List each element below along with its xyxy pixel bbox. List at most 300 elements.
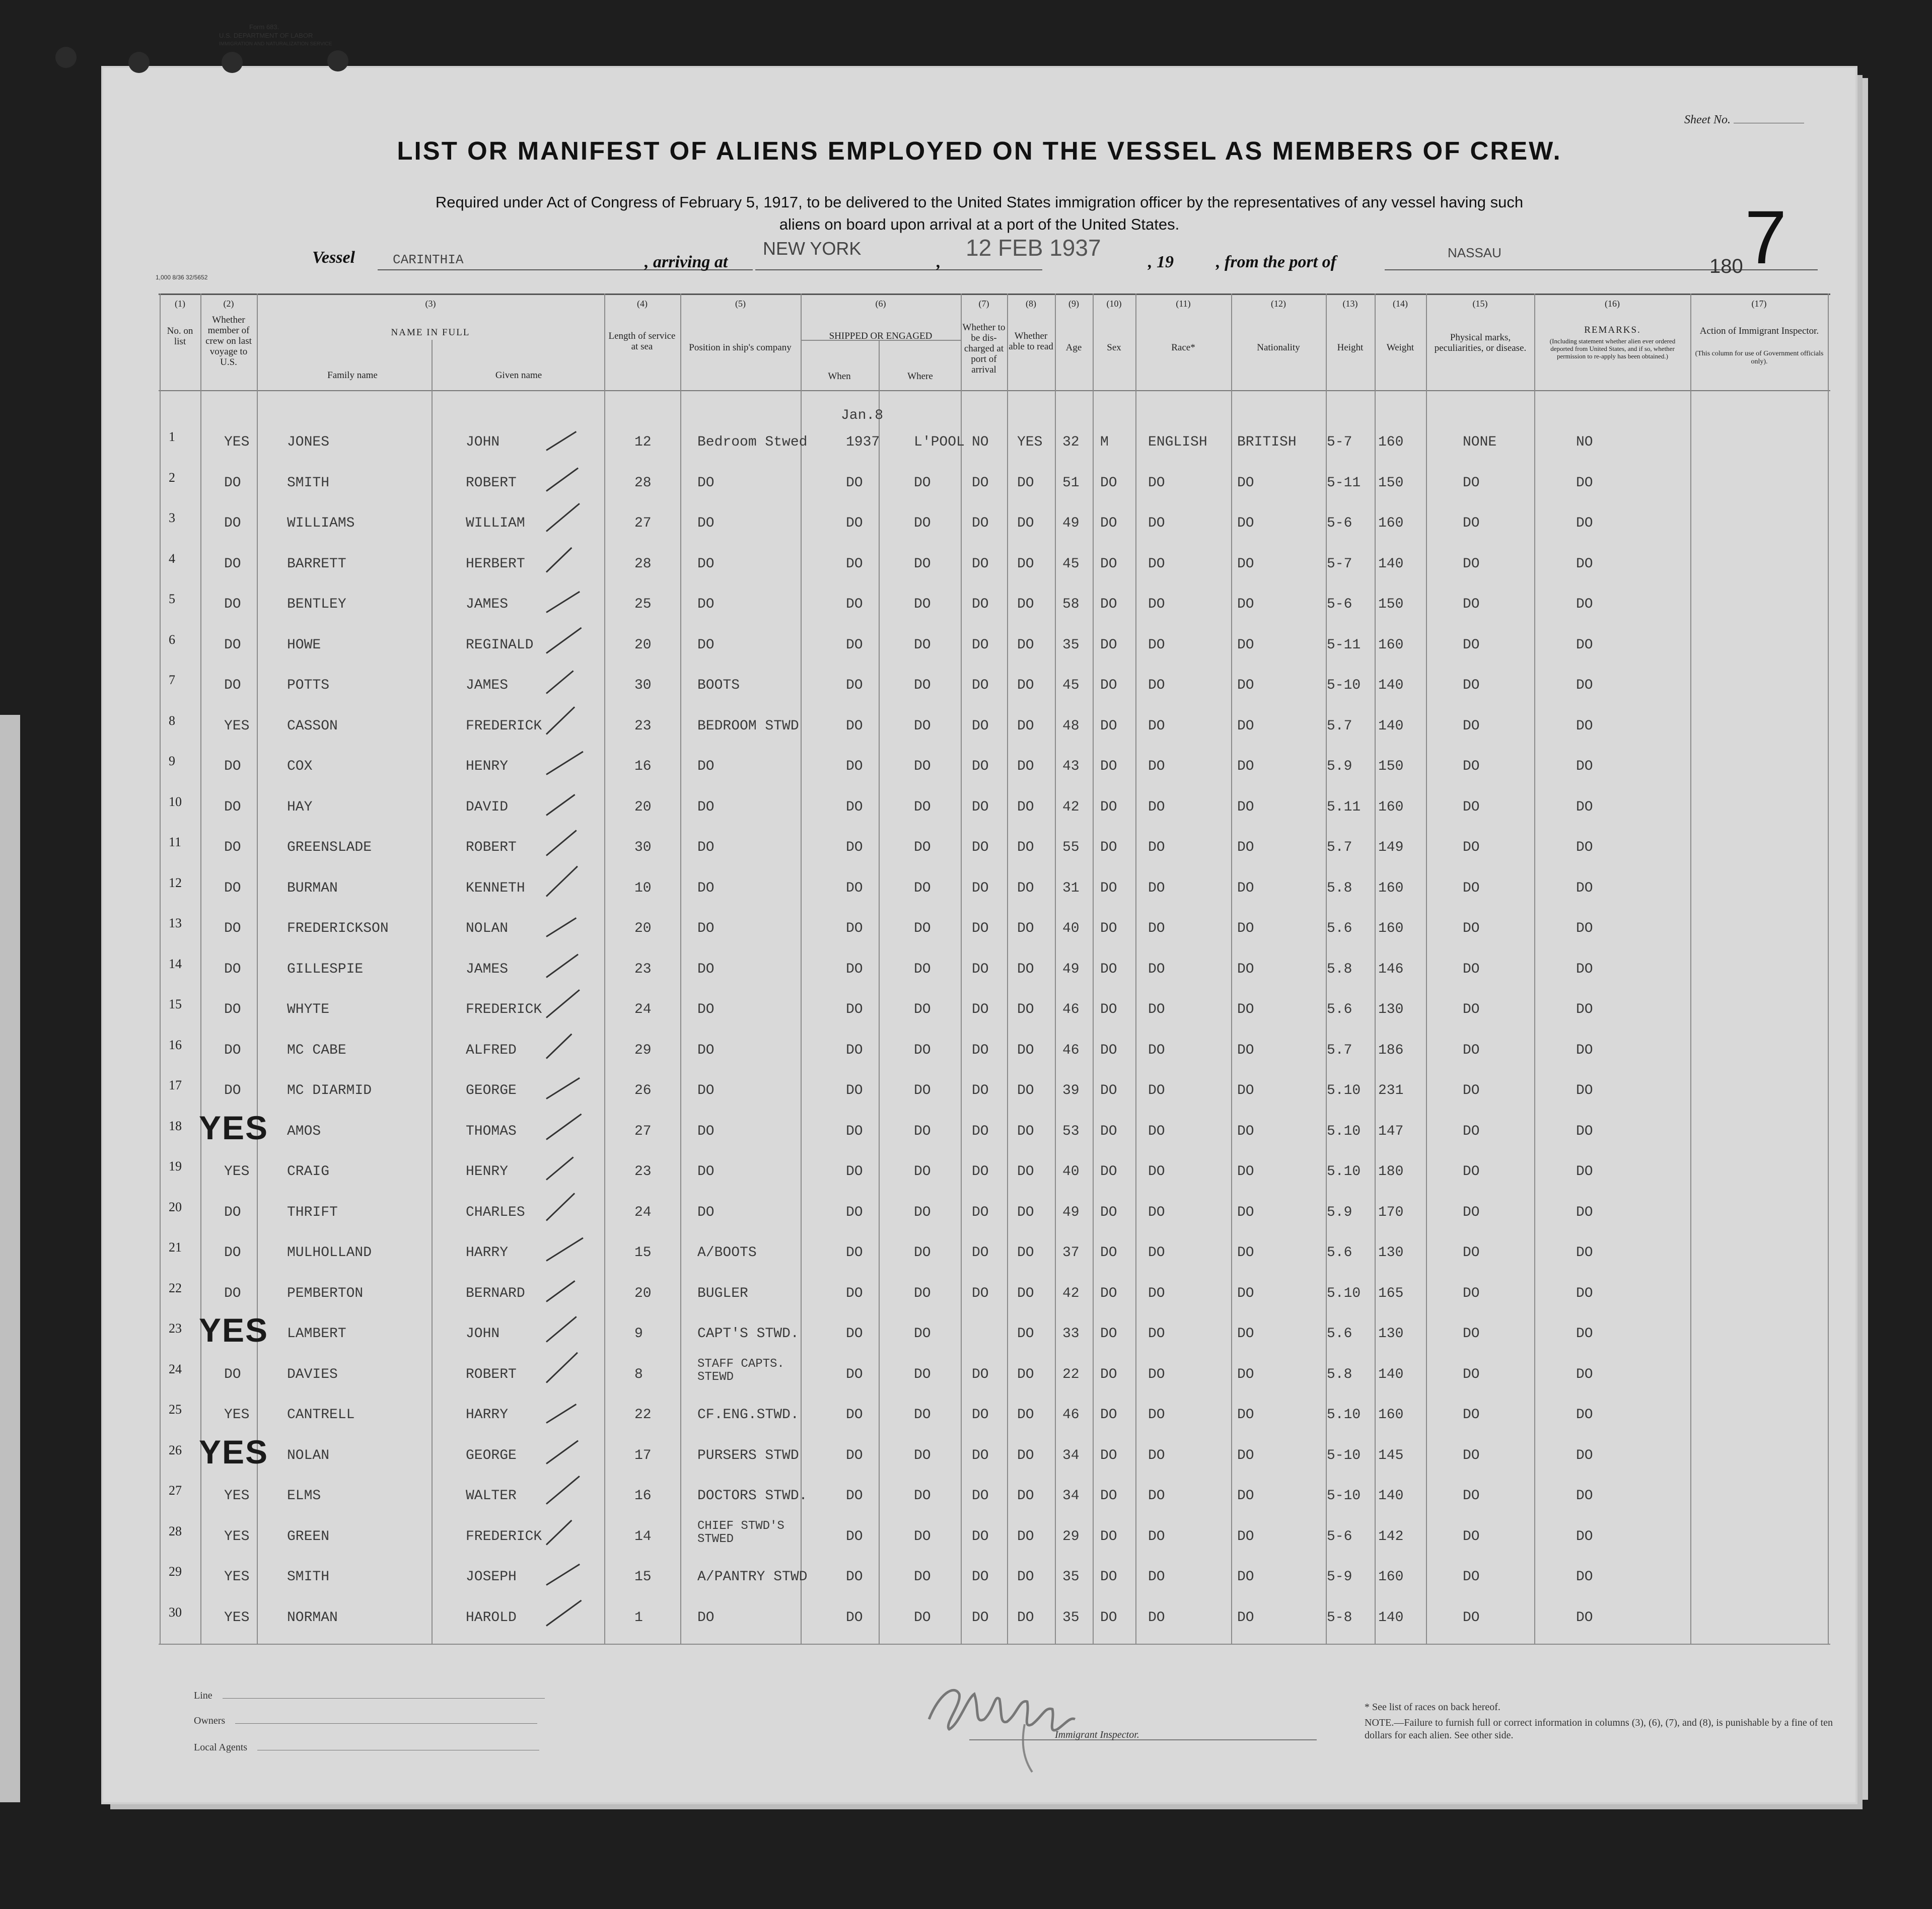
shipped-when-cell: DO (846, 1488, 863, 1504)
family-name-cell: CRAIG (287, 1164, 330, 1180)
physical-marks-cell: DO (1463, 1407, 1480, 1423)
given-name-cell: GEORGE (466, 1083, 517, 1098)
remarks-cell: DO (1576, 962, 1593, 977)
race-cell: DO (1148, 1002, 1165, 1017)
nationality-cell: DO (1237, 597, 1254, 612)
col-head-last-voyage: Whether member of crew on last voyage to U.S. (205, 315, 252, 368)
col-number-12: (12) (1271, 299, 1286, 309)
shipped-when-cell: DO (846, 1164, 863, 1180)
nationality-cell: DO (1237, 1448, 1254, 1463)
age-cell: 29 (1062, 1529, 1080, 1545)
physical-marks-cell: DO (1463, 840, 1480, 855)
height-cell: 5.6 (1327, 921, 1352, 936)
shipped-where-cell: DO (914, 475, 931, 491)
family-name-cell: CANTRELL (287, 1407, 355, 1423)
row-number: 23 (169, 1321, 182, 1336)
service-cell: 23 (634, 1164, 652, 1180)
check-mark (546, 591, 580, 613)
nationality-cell: DO (1237, 1610, 1254, 1626)
check-mark (546, 1440, 579, 1464)
discharged-cell: DO (972, 1569, 989, 1585)
check-mark (546, 1564, 580, 1586)
remarks-cell: DO (1576, 880, 1593, 896)
physical-marks-cell: DO (1463, 1286, 1480, 1301)
read-cell: DO (1017, 1529, 1034, 1545)
service-cell: 20 (634, 1286, 652, 1301)
family-name-cell: COX (287, 759, 313, 774)
punch-hole (222, 52, 243, 73)
race-cell: DO (1148, 840, 1165, 855)
nationality-cell: DO (1237, 759, 1254, 774)
read-cell: DO (1017, 1124, 1034, 1139)
shipped-where-cell: DO (914, 516, 931, 531)
age-cell: 51 (1062, 475, 1080, 491)
nationality-cell: DO (1237, 962, 1254, 977)
service-cell: 20 (634, 921, 652, 936)
shipped-where-cell: DO (914, 1245, 931, 1261)
last-voyage-cell: DO (224, 1367, 241, 1382)
discharged-cell: DO (972, 840, 989, 855)
col-head-physical: Physical marks, peculiarities, or disease. (1434, 332, 1527, 353)
column-divider (1135, 293, 1136, 1644)
service-cell: 24 (634, 1002, 652, 1017)
age-cell: 46 (1062, 1407, 1080, 1423)
age-cell: 35 (1062, 1610, 1080, 1626)
service-cell: 23 (634, 718, 652, 734)
last-voyage-cell: DO (224, 1002, 241, 1017)
col-number-14: (14) (1393, 299, 1408, 309)
position-cell: DO (697, 1610, 714, 1626)
discharged-cell: DO (972, 637, 989, 653)
shipped-where-cell: DO (914, 1529, 931, 1545)
discharged-cell: DO (972, 1610, 989, 1626)
position-cell: PURSERS STWD (697, 1448, 799, 1463)
col-head-remarks: REMARKS. (1584, 325, 1641, 335)
weight-cell: 140 (1378, 718, 1404, 734)
weight-cell: 150 (1378, 759, 1404, 774)
discharged-cell: DO (972, 799, 989, 815)
sheet-number-label: Sheet No. (1684, 113, 1804, 127)
sex-cell: DO (1100, 1124, 1117, 1139)
last-voyage-cell: YES (224, 1569, 250, 1585)
row-number: 20 (169, 1200, 182, 1214)
age-cell: 49 (1062, 1205, 1080, 1220)
sex-cell: DO (1100, 962, 1117, 977)
given-name-cell: JAMES (466, 597, 509, 612)
service-cell: 30 (634, 840, 652, 855)
height-cell: 5-9 (1327, 1569, 1352, 1585)
age-cell: 40 (1062, 921, 1080, 936)
col-head-race: Race* (1171, 342, 1195, 353)
discharged-cell: DO (972, 1488, 989, 1504)
row-number: 24 (169, 1362, 182, 1376)
sex-cell: DO (1100, 1610, 1117, 1626)
family-name-cell: AMOS (287, 1124, 321, 1139)
nationality-cell: DO (1237, 1245, 1254, 1261)
weight-cell: 140 (1378, 1610, 1404, 1626)
check-mark (546, 866, 578, 897)
race-cell: DO (1148, 1124, 1165, 1139)
arrival-date-stamp: 12 FEB 1937 (966, 235, 1101, 261)
service-cell: 20 (634, 799, 652, 815)
position-cell: BEDROOM STWD (697, 718, 799, 734)
age-cell: 55 (1062, 840, 1080, 855)
col-head-weight: Weight (1386, 342, 1414, 353)
last-voyage-cell: YES (224, 1407, 250, 1423)
physical-marks-cell: DO (1463, 1488, 1480, 1504)
age-cell: 46 (1062, 1043, 1080, 1058)
remarks-cell: DO (1576, 597, 1593, 612)
inspector-signature-line (969, 1739, 1317, 1740)
race-cell: DO (1148, 1569, 1165, 1585)
sex-cell: DO (1100, 475, 1117, 491)
physical-marks-cell: DO (1463, 1124, 1480, 1139)
position-cell: DOCTORS STWD. (697, 1488, 808, 1504)
read-cell: DO (1017, 1448, 1034, 1463)
sex-cell: DO (1100, 1367, 1117, 1382)
sex-cell: DO (1100, 597, 1117, 612)
remarks-cell: DO (1576, 718, 1593, 734)
shipped-when-cell: DO (846, 1610, 863, 1626)
row-number: 27 (169, 1483, 182, 1498)
shipped-when-cell: DO (846, 637, 863, 653)
check-mark (546, 1404, 577, 1424)
shipped-where-cell: DO (914, 1205, 931, 1220)
service-cell: 12 (634, 434, 652, 450)
shipped-date-header: Jan.8 (841, 408, 884, 423)
footer-agents-label: Local Agents (194, 1742, 539, 1753)
last-voyage-cell: DO (224, 1286, 241, 1301)
given-name-cell: ROBERT (466, 475, 517, 491)
given-name-cell: WILLIAM (466, 516, 525, 531)
physical-marks-cell: DO (1463, 1164, 1480, 1180)
race-cell: DO (1148, 1286, 1165, 1301)
read-cell: DO (1017, 637, 1034, 653)
last-voyage-cell: DO (224, 1245, 241, 1261)
shipped-when-cell: DO (846, 1569, 863, 1585)
adjacent-page-edge (0, 715, 20, 1802)
service-cell: 10 (634, 880, 652, 896)
physical-marks-cell: DO (1463, 759, 1480, 774)
check-mark (546, 431, 577, 451)
shipped-when-cell: 1937 (846, 434, 880, 450)
check-mark (546, 953, 579, 978)
last-voyage-cell: YES (224, 434, 250, 450)
read-cell: DO (1017, 840, 1034, 855)
column-divider (604, 293, 605, 1644)
discharged-cell: DO (972, 759, 989, 774)
last-voyage-cell: DO (224, 637, 241, 653)
discharged-cell: DO (972, 1286, 989, 1301)
column-divider (1426, 293, 1427, 1644)
read-cell: DO (1017, 1367, 1034, 1382)
discharged-cell: DO (972, 962, 989, 977)
race-cell: DO (1148, 637, 1165, 653)
row-number: 28 (169, 1524, 182, 1538)
last-voyage-cell: DO (224, 840, 241, 855)
age-cell: 31 (1062, 880, 1080, 896)
sex-cell: DO (1100, 840, 1117, 855)
race-cell: DO (1148, 1367, 1165, 1382)
service-cell: 29 (634, 1043, 652, 1058)
age-cell: 40 (1062, 1164, 1080, 1180)
service-cell: 27 (634, 1124, 652, 1139)
position-cell: A/BOOTS (697, 1245, 757, 1261)
service-cell: 20 (634, 637, 652, 653)
physical-marks-cell: DO (1463, 1043, 1480, 1058)
departure-port: NASSAU (1448, 245, 1501, 260)
physical-marks-cell: DO (1463, 1529, 1480, 1545)
col-number-7: (7) (978, 299, 989, 309)
column-divider (432, 340, 433, 1644)
shipped-when-cell: DO (846, 1002, 863, 1017)
remarks-cell: NO (1576, 434, 1593, 450)
weight-cell: 130 (1378, 1245, 1404, 1261)
height-cell: 5.9 (1327, 1205, 1352, 1220)
nationality-cell: DO (1237, 1124, 1254, 1139)
given-name-cell: GEORGE (466, 1448, 517, 1463)
given-name-cell: FREDERICK (466, 718, 542, 734)
physical-marks-cell: DO (1463, 799, 1480, 815)
height-cell: 5.6 (1327, 1245, 1352, 1261)
age-cell: 35 (1062, 1569, 1080, 1585)
nationality-cell: DO (1237, 880, 1254, 896)
punch-hole (327, 50, 348, 71)
remarks-cell: DO (1576, 1610, 1593, 1626)
race-cell: DO (1148, 962, 1165, 977)
read-cell: DO (1017, 921, 1034, 936)
service-cell: 9 (634, 1326, 643, 1342)
family-name-cell: PEMBERTON (287, 1286, 364, 1301)
shipped-when-cell: DO (846, 759, 863, 774)
nationality-cell: DO (1237, 637, 1254, 653)
row-number: 30 (169, 1605, 182, 1620)
col-number-10: (10) (1106, 299, 1122, 309)
weight-cell: 160 (1378, 1407, 1404, 1423)
nationality-cell: DO (1237, 799, 1254, 815)
position-cell: DO (697, 1205, 714, 1220)
family-name-cell: ELMS (287, 1488, 321, 1504)
col-number-1: (1) (175, 299, 185, 309)
read-cell: DO (1017, 1043, 1034, 1058)
row-number: 15 (169, 997, 182, 1011)
race-cell: ENGLISH (1148, 434, 1207, 450)
read-cell: DO (1017, 880, 1034, 896)
remarks-cell: DO (1576, 1407, 1593, 1423)
service-cell: 28 (634, 475, 652, 491)
row-number: 1 (169, 429, 175, 444)
remarks-cell: DO (1576, 475, 1593, 491)
check-mark (546, 1280, 575, 1302)
weight-cell: 147 (1378, 1124, 1404, 1139)
weight-cell: 140 (1378, 678, 1404, 693)
col-head-name: NAME IN FULL (391, 327, 470, 338)
column-divider (1231, 293, 1232, 1644)
nationality-cell: DO (1237, 678, 1254, 693)
position-cell: DO (697, 597, 714, 612)
column-divider (1828, 293, 1829, 1644)
shipped-where-cell: DO (914, 1488, 931, 1504)
weight-cell: 160 (1378, 637, 1404, 653)
shipped-when-cell: DO (846, 921, 863, 936)
given-name-cell: HARRY (466, 1407, 509, 1423)
nationality-cell: DO (1237, 1569, 1254, 1585)
check-mark (546, 1156, 574, 1180)
race-cell: DO (1148, 1610, 1165, 1626)
shipped-when-cell: DO (846, 1205, 863, 1220)
col-head-height: Height (1337, 342, 1364, 353)
shipped-where-cell: DO (914, 1407, 931, 1423)
position-cell: DO (697, 556, 714, 572)
races-note: * See list of races on back hereof. (1365, 1702, 1500, 1713)
weight-cell: 140 (1378, 556, 1404, 572)
weight-cell: 140 (1378, 1367, 1404, 1382)
inspector-label: Immigrant Inspector. (1055, 1729, 1139, 1740)
service-cell: 28 (634, 556, 652, 572)
family-name-cell: NOLAN (287, 1448, 330, 1463)
row-number: 2 (169, 470, 175, 485)
discharged-cell: DO (972, 678, 989, 693)
check-mark (546, 917, 577, 937)
last-voyage-cell: DO (224, 597, 241, 612)
position-cell: DO (697, 880, 714, 896)
page-subtitle: Required under Act of Congress of February 5, 1917, to be delivered to the United States immigration officer by the representatives of any vessel having such aliens on board upon arrival at a port of the United States. (435, 193, 1524, 233)
race-cell: DO (1148, 759, 1165, 774)
column-divider (1690, 293, 1691, 1644)
check-mark (546, 830, 577, 856)
col-number-15: (15) (1472, 299, 1488, 309)
check-mark (546, 1034, 572, 1059)
col-head-nationality: Nationality (1257, 342, 1300, 353)
footer-owners-label: Owners (194, 1715, 537, 1727)
height-cell: 5.9 (1327, 759, 1352, 774)
weight-cell: 130 (1378, 1326, 1404, 1342)
year-label: , 19 (1148, 253, 1174, 271)
race-cell: DO (1148, 1407, 1165, 1423)
last-voyage-cell: DO (224, 1083, 241, 1098)
shipped-where-cell: DO (914, 1286, 931, 1301)
row-number: 14 (169, 957, 182, 971)
from-port-label: , from the port of (1216, 253, 1336, 271)
family-name-cell: BURMAN (287, 880, 338, 896)
age-cell: 46 (1062, 1002, 1080, 1017)
position-cell: DO (697, 516, 714, 531)
row-number: 29 (169, 1564, 182, 1579)
column-divider (1534, 293, 1535, 1644)
remarks-cell: DO (1576, 1083, 1593, 1098)
check-mark (546, 1114, 582, 1140)
vessel-label: Vessel (312, 248, 355, 267)
race-cell: DO (1148, 1205, 1165, 1220)
race-cell: DO (1148, 597, 1165, 612)
shipped-where-cell: DO (914, 880, 931, 896)
shipped-when-cell: DO (846, 1326, 863, 1342)
physical-marks-cell: DO (1463, 516, 1480, 531)
weight-cell: 150 (1378, 597, 1404, 612)
punch-hole (128, 52, 150, 73)
col-head-age: Age (1065, 342, 1082, 353)
physical-marks-cell: DO (1463, 556, 1480, 572)
discharged-cell: DO (972, 1367, 989, 1382)
underlying-page-edge (1856, 78, 1868, 1800)
height-cell: 5-7 (1327, 556, 1352, 572)
weight-cell: 160 (1378, 921, 1404, 936)
remarks-cell: DO (1576, 637, 1593, 653)
race-cell: DO (1148, 678, 1165, 693)
remarks-cell: DO (1576, 1043, 1593, 1058)
header-bottom-border (159, 390, 1830, 391)
discharged-cell: DO (972, 1448, 989, 1463)
penalty-note: NOTE.—Failure to furnish full or correct information in columns (3), (6), (7), and (8), is punishable by a fine of ten dollars for each alien. See other side. (1365, 1717, 1833, 1741)
row-number: 17 (169, 1078, 182, 1092)
check-mark (546, 1077, 580, 1099)
physical-marks-cell: DO (1463, 597, 1480, 612)
discharged-cell: DO (972, 1164, 989, 1180)
remarks-cell: DO (1576, 1529, 1593, 1545)
last-voyage-cell: YES (224, 1164, 250, 1180)
nationality-cell: DO (1237, 556, 1254, 572)
family-name-cell: GREEN (287, 1529, 330, 1545)
height-cell: 5-6 (1327, 597, 1352, 612)
row-number: 3 (169, 510, 175, 525)
family-name-cell: GREENSLADE (287, 840, 372, 855)
check-mark (546, 1476, 580, 1505)
sex-cell: DO (1100, 556, 1117, 572)
height-cell: 5-6 (1327, 1529, 1352, 1545)
given-name-cell: NOLAN (466, 921, 509, 936)
position-cell: DO (697, 1164, 714, 1180)
vessel-name: CARINTHIA (393, 252, 464, 267)
weight-cell: 186 (1378, 1043, 1404, 1058)
shipped-where-cell: DO (914, 921, 931, 936)
physical-marks-cell: DO (1463, 718, 1480, 734)
sex-cell: DO (1100, 1488, 1117, 1504)
sex-cell: DO (1100, 1448, 1117, 1463)
height-cell: 5.6 (1327, 1326, 1352, 1342)
shipped-when-cell: DO (846, 597, 863, 612)
nationality-cell: DO (1237, 1286, 1254, 1301)
height-cell: 5.8 (1327, 1367, 1352, 1382)
family-name-cell: WHYTE (287, 1002, 330, 1017)
given-name-cell: FREDERICK (466, 1002, 542, 1017)
age-cell: 22 (1062, 1367, 1080, 1382)
form-number: Form 683. (249, 23, 279, 31)
family-name-cell: NORMAN (287, 1610, 338, 1626)
shipped-where-cell: DO (914, 1083, 931, 1098)
col-head-read: Whether able to read (1009, 331, 1053, 352)
col-number-8: (8) (1026, 299, 1036, 309)
shipped-when-cell: DO (846, 1043, 863, 1058)
shipped-when-cell: DO (846, 678, 863, 693)
age-cell: 39 (1062, 1083, 1080, 1098)
shipped-when-cell: DO (846, 1407, 863, 1423)
column-divider (1375, 293, 1376, 1644)
family-name-cell: LAMBERT (287, 1326, 346, 1342)
shipped-where-cell: DO (914, 759, 931, 774)
age-cell: 45 (1062, 678, 1080, 693)
last-voyage-cell: DO (224, 880, 241, 896)
position-cell: DO (697, 962, 714, 977)
sex-cell: DO (1100, 678, 1117, 693)
race-cell: DO (1148, 921, 1165, 936)
family-name-cell: HAY (287, 799, 313, 815)
shipped-when-cell: DO (846, 1286, 863, 1301)
shipped-when-cell: DO (846, 475, 863, 491)
physical-marks-cell: DO (1463, 1448, 1480, 1463)
given-name-cell: HENRY (466, 759, 509, 774)
row-number: 13 (169, 916, 182, 930)
shipped-where-cell: DO (914, 637, 931, 653)
